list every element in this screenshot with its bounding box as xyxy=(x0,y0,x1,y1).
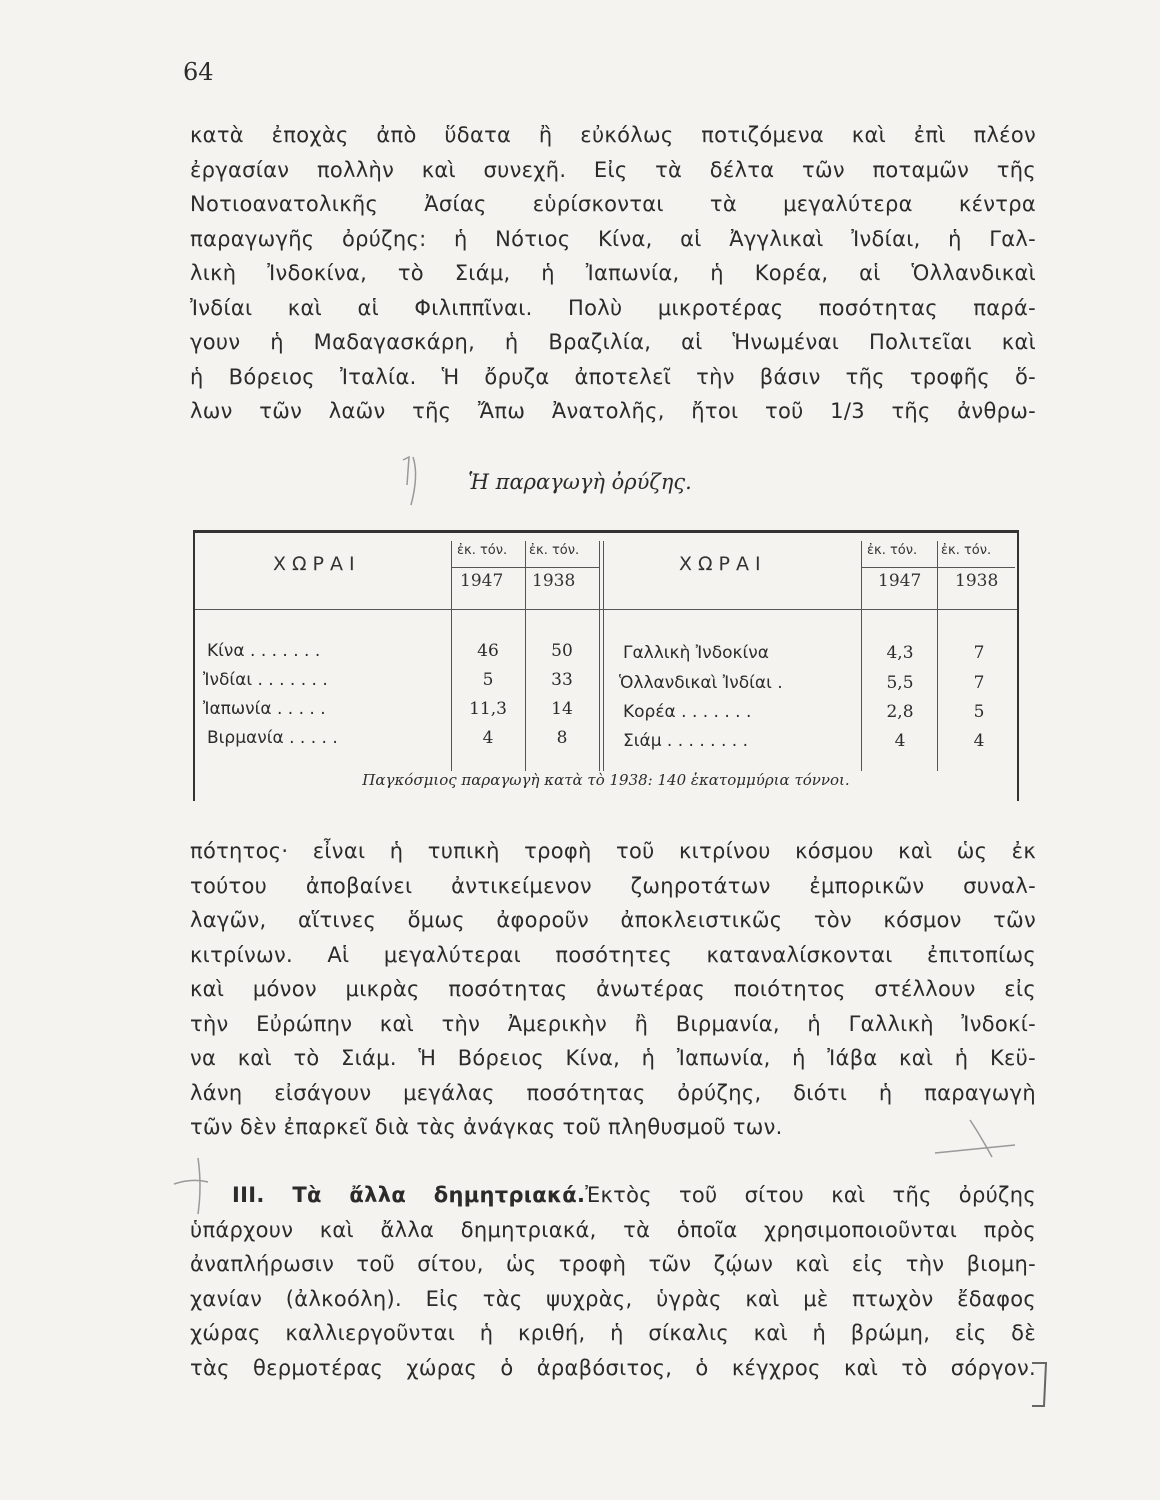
text-line: χώρας καλλιεργοῦνται ἡ κριθή, ἡ σίκαλις καὶ ἡ βρώμη, εἰς δὲ xyxy=(190,1321,1036,1345)
table-cell-1938: 50 xyxy=(551,641,573,661)
table-row-country: Βιρμανία . . . . . xyxy=(207,728,338,748)
table-row-country: Ἰαπωνία . . . . . xyxy=(203,699,326,719)
text-line: καὶ μόνον μικρὰς ποσότητας ἀνωτέρας ποιότητος στέλλουν εἰς xyxy=(190,977,1036,1001)
paragraph-3 xyxy=(190,1178,1036,1385)
section-heading: III. Τὰ ἄλλα δημητριακά. xyxy=(232,1183,586,1207)
header-unit-1938-right: ἐκ. τόν. xyxy=(941,543,992,558)
table-cell-1947: 46 xyxy=(477,641,499,661)
table-cell-1938: 8 xyxy=(556,728,568,748)
table-cell-1947: 5,5 xyxy=(886,673,914,693)
paragraph-1 xyxy=(190,118,1036,429)
column-divider xyxy=(599,541,600,771)
text-line: ἀναπλήρωσιν τοῦ σίτου, ὡς τροφὴ τῶν ζῴων καὶ εἰς τὴν βιομη- xyxy=(190,1252,1036,1276)
header-bottom-rule xyxy=(195,609,1017,610)
text-line: γουν ἡ Μαδαγασκάρη, ἡ Βραζιλία, αἱ Ἡνωμέναι Πολιτεῖαι καὶ xyxy=(190,330,1036,354)
table-cell-1947: 5 xyxy=(482,670,494,690)
text-line: Νοτιοανατολικῆς Ἀσίας εὑρίσκονται τὰ μεγαλύτερα κέντρα xyxy=(190,192,1036,216)
pencil-bracket-right-icon xyxy=(1030,1360,1050,1410)
text-line: παραγωγῆς ὀρύζης: ἡ Νότιος Κίνα, αἱ Ἀγγλικαὶ Ἰνδίαι, ἡ Γαλ- xyxy=(190,226,1036,251)
table-cell-1938: 33 xyxy=(551,670,573,690)
table-row-country: Κορέα . . . . . . . xyxy=(623,702,752,722)
column-divider xyxy=(861,541,862,771)
column-divider xyxy=(603,541,604,771)
table-row-country: Σιάμ . . . . . . . . xyxy=(623,731,748,751)
table-cell-1938: 7 xyxy=(973,643,985,663)
table-cell-1947: 4 xyxy=(894,731,906,751)
header-divider xyxy=(861,567,1015,568)
header-unit-1947-left: ἐκ. τόν. xyxy=(457,543,508,558)
text-line: ἡ Βόρειος Ἰταλία. Ἡ ὄρυζα ἀποτελεῖ τὴν βάσιν τῆς τροφῆς ὅ- xyxy=(190,364,1036,389)
pencil-cross-icon xyxy=(930,1115,1020,1165)
header-year-1938-left: 1938 xyxy=(532,571,576,591)
table-title: Ἡ παραγωγὴ ὀρύζης. xyxy=(468,470,692,494)
text-line: τῶν δὲν ἐπαρκεῖ διὰ τὰς ἀνάγκας τοῦ πληθυσμοῦ των. xyxy=(190,1115,783,1139)
text-line: κατὰ ἐποχὰς ἀπὸ ὕδατα ἢ εὐκόλως ποτιζόμενα καὶ ἐπὶ πλέον xyxy=(190,123,1036,147)
text-line: πότητος· εἶναι ἡ τυπικὴ τροφὴ τοῦ κιτρίνου κόσμου καὶ ὡς ἐκ xyxy=(190,839,1036,863)
page-number: 64 xyxy=(183,58,214,86)
section-first-line: Ἐκτὸς τοῦ σίτου καὶ τῆς ὀρύζης xyxy=(585,1183,1036,1207)
header-year-1947-left: 1947 xyxy=(460,571,504,591)
header-year-1947-right: 1947 xyxy=(878,571,922,591)
text-line: κιτρίνων. Αἱ μεγαλύτεραι ποσότητες καταναλίσκονται ἐπιτοπίως xyxy=(190,942,1036,967)
text-line: λων τῶν λαῶν τῆς Ἄπω Ἀνατολῆς, ἤτοι τοῦ 1/3 τῆς ἀνθρω- xyxy=(190,399,1036,423)
header-unit-1947-right: ἐκ. τόν. xyxy=(867,543,918,558)
column-divider xyxy=(937,541,938,771)
text-line xyxy=(190,1178,1036,1213)
text-line: Ἰνδίαι καὶ αἱ Φιλιππῖναι. Πολὺ μικροτέρας ποσότητας παρά- xyxy=(190,295,1036,320)
table-cell-1938: 4 xyxy=(973,731,985,751)
table-cell-1947: 4 xyxy=(482,728,494,748)
table-cell-1938: 5 xyxy=(973,702,985,722)
table-cell-1938: 14 xyxy=(551,699,573,719)
table-row-country: Κίνα . . . . . . . xyxy=(207,641,321,661)
text-line: ἐργασίαν πολλὴν καὶ συνεχῆ. Εἰς τὰ δέλτα τῶν ποταμῶν τῆς xyxy=(190,157,1036,182)
table-footnote: Παγκόσμιος παραγωγὴ κατὰ τὸ 1938: 140 ἑκατομμύρια τόννοι. xyxy=(362,771,850,789)
column-divider xyxy=(451,541,452,771)
text-line: λικὴ Ἰνδοκίνα, τὸ Σιάμ, ἡ Ἰαπωνία, ἡ Κορέα, αἱ Ὁλλανδικαὶ xyxy=(190,261,1036,285)
text-line: ὑπάρχουν καὶ ἄλλα δημητριακά, τὰ ὁποῖα χρησιμοποιοῦνται πρὸς xyxy=(190,1217,1036,1242)
column-divider xyxy=(525,541,526,771)
table-cell-1947: 11,3 xyxy=(469,699,507,719)
header-unit-1938-left: ἐκ. τόν. xyxy=(529,543,580,558)
text-line: τούτου ἀποβαίνει ἀντικείμενον ζωηροτάτων ἐμπορικῶν συναλ- xyxy=(190,873,1036,898)
paragraph-2 xyxy=(190,834,1036,1145)
header-year-1938-right: 1938 xyxy=(955,571,999,591)
table-row-country: Γαλλικὴ Ἰνδοκίνα xyxy=(623,643,769,663)
text-line: τὰς θερμοτέρας χώρας ὁ ἀραβόσιτος, ὁ κέγχρος καὶ τὸ σόργον. xyxy=(190,1355,1036,1380)
table-cell-1938: 7 xyxy=(973,673,985,693)
header-divider xyxy=(451,567,599,568)
table-cell-1947: 2,8 xyxy=(886,702,914,722)
header-countries-right: ΧΩΡΑΙ xyxy=(679,553,767,575)
table-cell-1947: 4,3 xyxy=(886,643,914,663)
header-countries-left: ΧΩΡΑΙ xyxy=(273,553,361,575)
text-line: λάνη εἰσάγουν μεγάλας ποσότητας ὀρύζης, διότι ἡ παραγωγὴ xyxy=(190,1080,1036,1105)
text-line: χανίαν (ἀλκοόλη). Εἰς τὰς ψυχρὰς, ὑγρὰς καὶ μὲ πτωχὸν ἔδαφος xyxy=(190,1286,1036,1311)
text-line: τὴν Εὐρώπην καὶ τὴν Ἀμερικὴν ἢ Βιρμανία, ἡ Γαλλικὴ Ἰνδοκί- xyxy=(190,1011,1036,1036)
rice-production-table xyxy=(193,530,1019,801)
text-line: λαγῶν, αἵτινες ὅμως ἀφοροῦν ἀποκλειστικῶς τὸν κόσμον τῶν xyxy=(190,908,1036,932)
table-row-country: Ἰνδίαι . . . . . . . xyxy=(203,670,328,690)
table-row-country: Ὁλλανδικαὶ Ἰνδίαι . xyxy=(619,673,783,693)
text-line: να καὶ τὸ Σιάμ. Ἡ Βόρειος Κίνα, ἡ Ἰαπωνία, ἡ Ἰάβα καὶ ἡ Κεϋ- xyxy=(190,1046,1036,1070)
